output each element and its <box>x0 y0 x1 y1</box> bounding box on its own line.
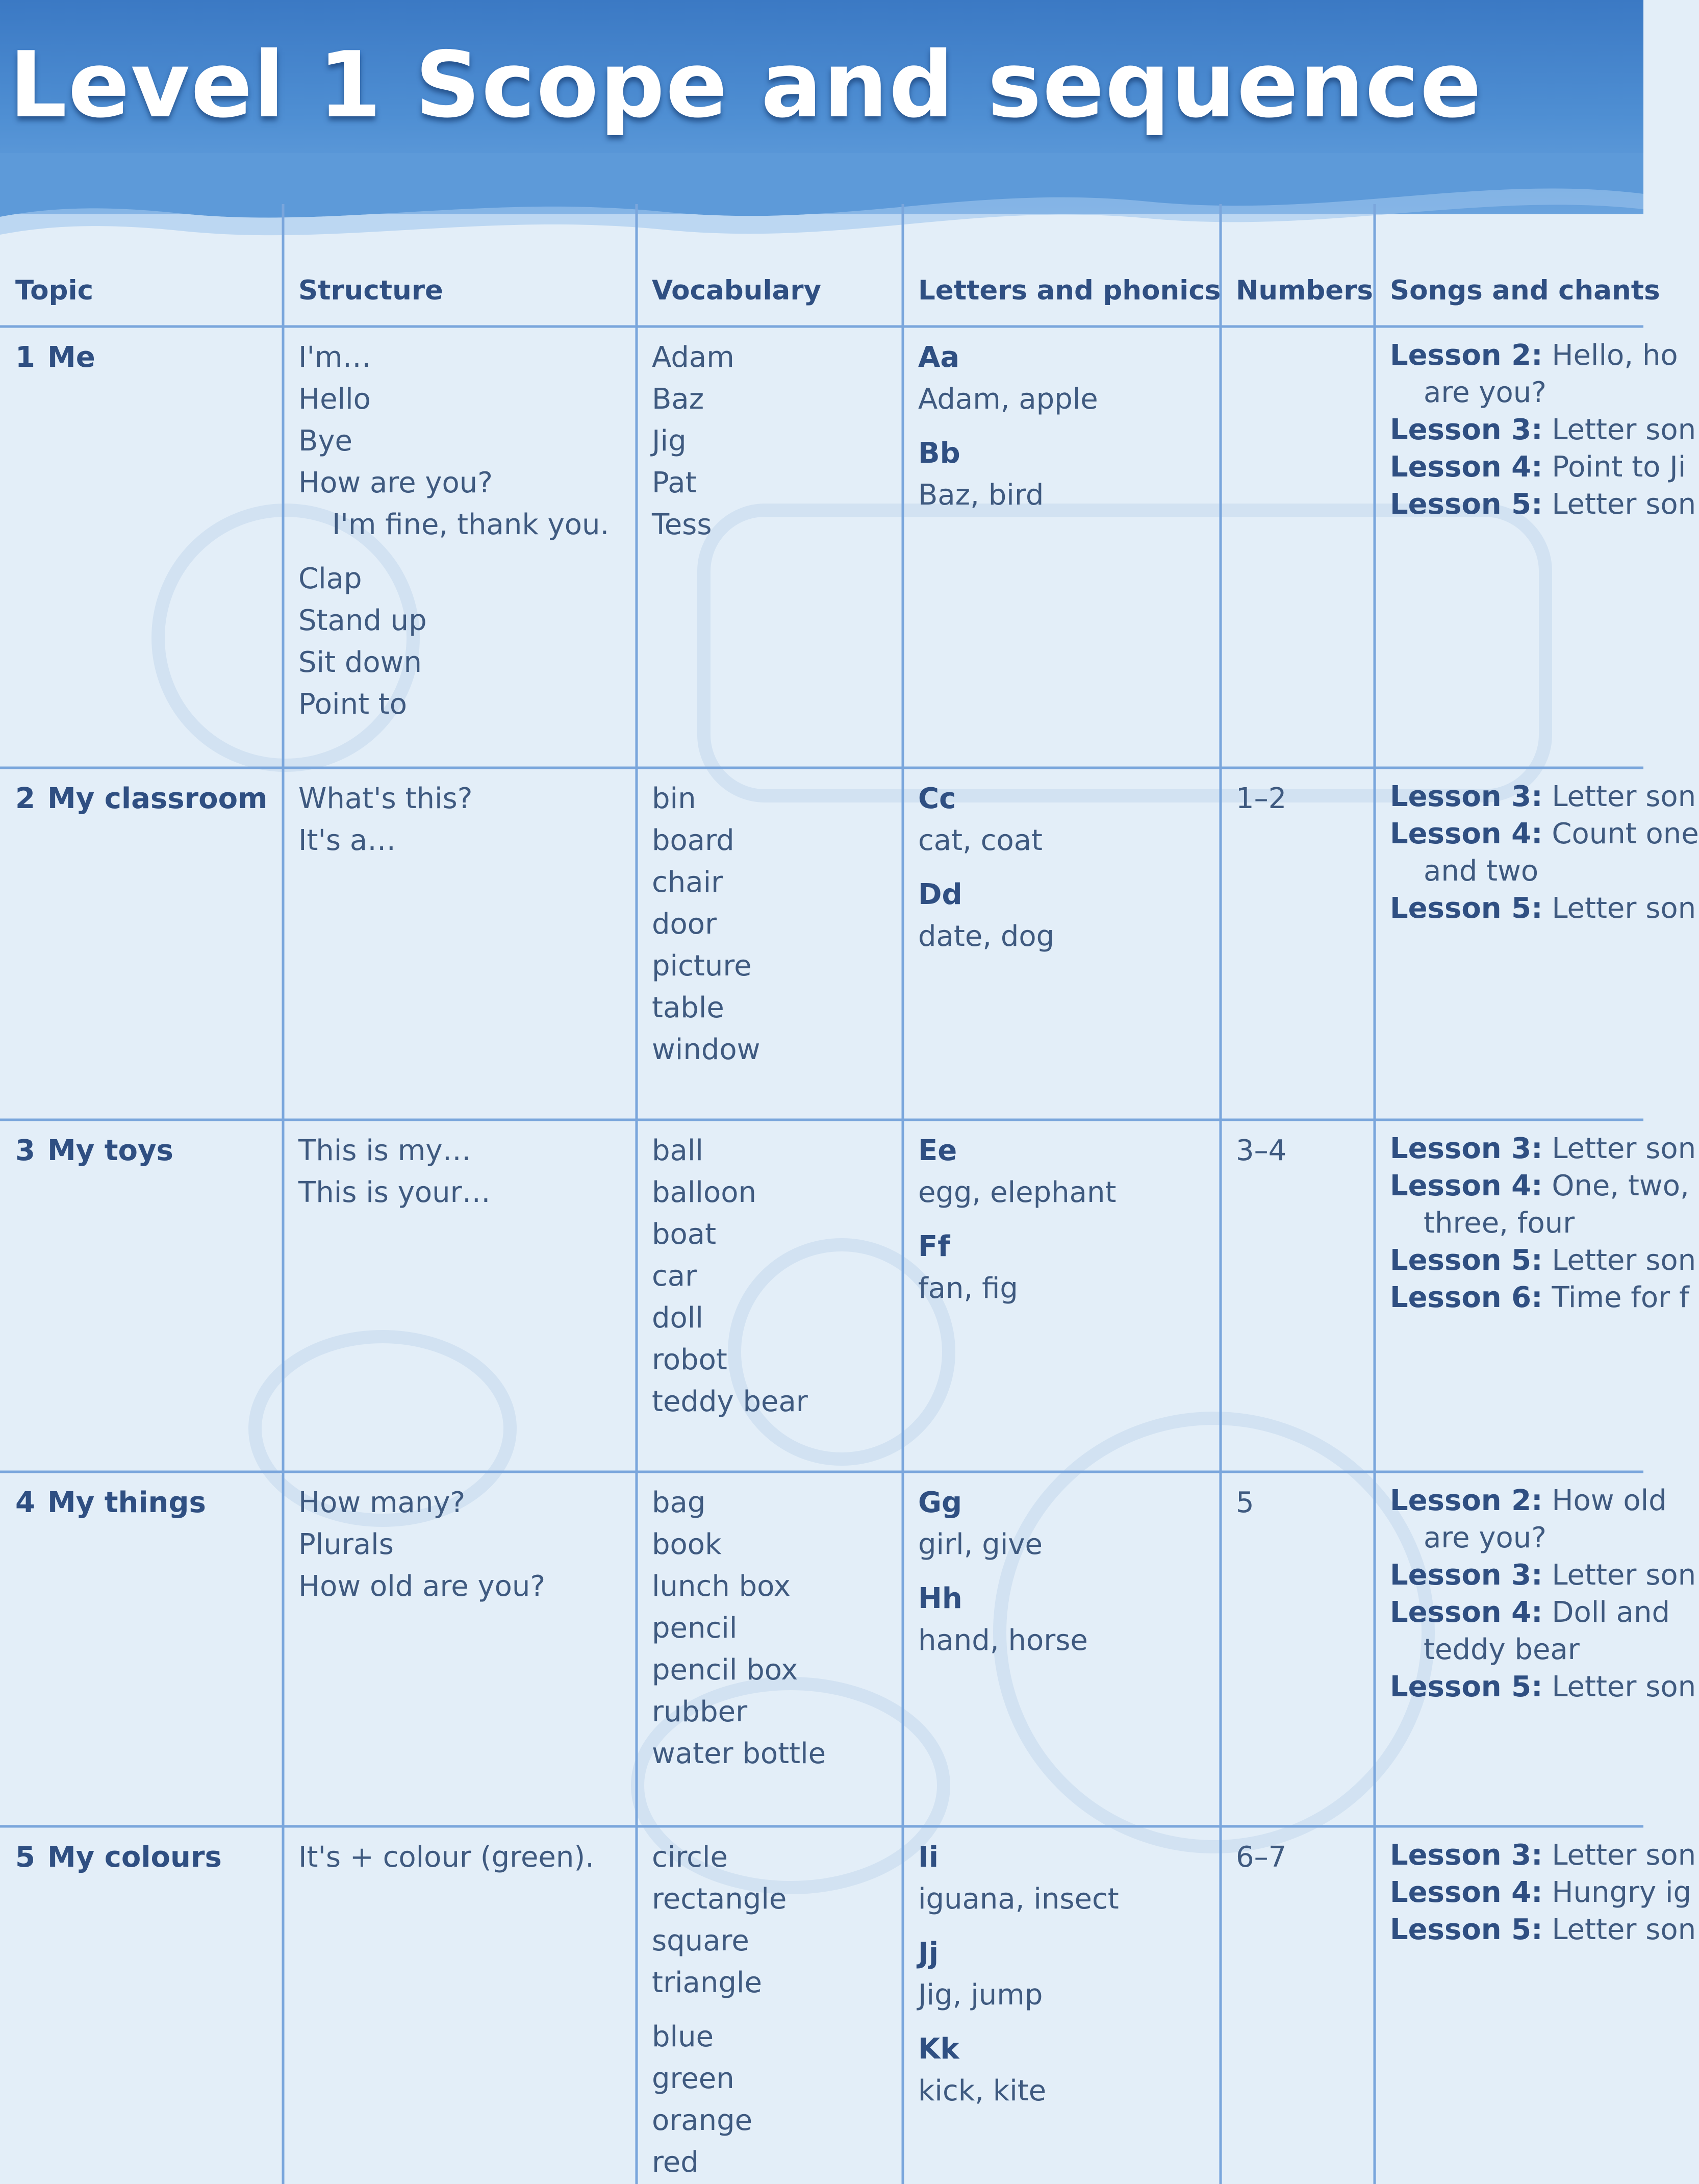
song-entry <box>1390 1911 1696 1948</box>
phonics-letter: Cc <box>918 782 956 815</box>
song-lesson-label: Lesson 3: <box>1390 1559 1543 1592</box>
song-entry <box>1390 1279 1689 1316</box>
vocabulary-cell <box>637 1120 903 1472</box>
song-entry <box>1390 1242 1696 1279</box>
song-title-continued: are you? <box>1424 1521 1546 1554</box>
structure-line: Hello <box>298 383 371 416</box>
song-entry <box>1390 1668 1696 1705</box>
vocabulary-item: teddy bear <box>652 1385 808 1418</box>
vocabulary-cell <box>637 1472 903 1826</box>
phonics-words: kick, kite <box>918 2074 1047 2107</box>
phonics-letter: Hh <box>918 1582 962 1615</box>
phonics-letter: Kk <box>918 2032 959 2066</box>
structure-line: How old are you? <box>298 1570 546 1603</box>
column-header-structure: Structure <box>298 275 443 306</box>
structure-line: How are you? <box>298 466 493 499</box>
vocabulary-item: window <box>652 1033 760 1066</box>
song-lesson-label: Lesson 3: <box>1390 1839 1543 1872</box>
phonics-letter: Gg <box>918 1486 962 1519</box>
phonics-words: iguana, insect <box>918 1882 1119 1916</box>
numbers-range: 1–2 <box>1236 782 1287 815</box>
column-header-topic: Topic <box>15 275 94 306</box>
numbers-range: 3–4 <box>1236 1134 1287 1167</box>
song-lesson-label: Lesson 4: <box>1390 450 1543 484</box>
vocabulary-item: doll <box>652 1301 703 1335</box>
vocabulary-item: blue <box>652 2020 714 2053</box>
topic-cell <box>0 768 283 1120</box>
vocabulary-item: car <box>652 1260 697 1293</box>
topic-name: My toys <box>47 1134 173 1167</box>
song-title: Count one <box>1552 817 1699 850</box>
vocabulary-item: ball <box>652 1134 703 1167</box>
song-title: How old <box>1552 1484 1667 1517</box>
vocabulary-item: Pat <box>652 466 697 499</box>
phonics-words: Jig, jump <box>918 1978 1043 2012</box>
song-lesson-label: Lesson 2: <box>1390 1484 1543 1517</box>
song-title: Letter son <box>1552 1559 1696 1592</box>
structure-line: I'm fine, thank you. <box>332 508 610 541</box>
songs-cell <box>1375 1472 1696 1826</box>
vocabulary-item: circle <box>652 1841 728 1874</box>
structure-line: I'm… <box>298 341 371 374</box>
song-title: Letter son <box>1552 413 1696 446</box>
song-title-continued: teddy bear <box>1424 1633 1580 1666</box>
structure-line: Clap <box>298 562 362 595</box>
vocabulary-item: square <box>652 1924 749 1957</box>
vocabulary-item: boat <box>652 1218 717 1251</box>
structure-cell <box>283 1472 637 1826</box>
song-title: Letter son <box>1552 1670 1696 1703</box>
song-lesson-label: Lesson 2: <box>1390 339 1543 372</box>
topic-cell <box>0 1826 283 2184</box>
song-title: Point to Ji <box>1552 450 1686 484</box>
topic-name: My things <box>47 1486 206 1519</box>
vocabulary-item: chair <box>652 866 723 899</box>
phonics-cell <box>903 1120 1221 1472</box>
structure-line: Sit down <box>298 646 422 679</box>
song-title: Letter son <box>1552 892 1696 925</box>
vocabulary-item: pencil box <box>652 1653 798 1687</box>
phonics-letter: Ii <box>918 1841 939 1874</box>
numbers-cell <box>1221 1826 1375 2184</box>
phonics-words: girl, give <box>918 1528 1043 1561</box>
vocabulary-item: triangle <box>652 1966 762 1999</box>
song-title-continued: three, four <box>1424 1207 1575 1240</box>
vocabulary-item: Tess <box>652 508 712 541</box>
column-header-vocabulary: Vocabulary <box>652 275 822 306</box>
vocabulary-item: balloon <box>652 1176 756 1209</box>
song-title: Letter son <box>1552 780 1696 813</box>
structure-line: Bye <box>298 424 353 458</box>
phonics-letter: Ee <box>918 1134 957 1167</box>
numbers-range: 5 <box>1236 1486 1254 1519</box>
song-entry <box>1390 486 1696 523</box>
topic-name: My classroom <box>47 782 268 815</box>
structure-line: It's a… <box>298 824 396 857</box>
phonics-words: cat, coat <box>918 824 1043 857</box>
song-entry <box>1390 1837 1696 1874</box>
vocabulary-item: lunch box <box>652 1570 791 1603</box>
vocabulary-item: table <box>652 991 724 1024</box>
song-entry <box>1390 1167 1689 1204</box>
vocabulary-item: green <box>652 2062 734 2095</box>
song-entry <box>1390 1130 1696 1167</box>
numbers-range: 6–7 <box>1236 1841 1287 1874</box>
column-header-numbers: Numbers <box>1236 275 1373 306</box>
topic-cell <box>0 327 283 768</box>
song-entry <box>1390 1594 1670 1631</box>
song-entry <box>1390 815 1699 852</box>
topic-cell <box>0 1120 283 1472</box>
column-header-letters-phonics: Letters and phonics <box>918 275 1221 306</box>
song-lesson-label: Lesson 3: <box>1390 780 1543 813</box>
song-entry <box>1390 411 1696 448</box>
phonics-letter: Aa <box>918 341 960 374</box>
structure-cell <box>283 1120 637 1472</box>
phonics-cell <box>903 327 1221 768</box>
phonics-cell <box>903 768 1221 1120</box>
song-title: Time for f <box>1552 1281 1689 1314</box>
vocabulary-item: Jig <box>652 424 687 458</box>
phonics-words: egg, elephant <box>918 1176 1117 1209</box>
songs-cell <box>1375 327 1696 768</box>
structure-line: This is your… <box>298 1176 491 1209</box>
song-title-continued: are you? <box>1424 376 1546 409</box>
structure-line: Point to <box>298 688 408 721</box>
vocabulary-item: red <box>652 2146 699 2179</box>
structure-line: This is my… <box>298 1134 471 1167</box>
topic-name: Me <box>47 341 95 374</box>
song-lesson-label: Lesson 5: <box>1390 1244 1543 1277</box>
song-lesson-label: Lesson 5: <box>1390 1913 1543 1946</box>
phonics-words: fan, fig <box>918 1272 1018 1305</box>
vocabulary-item: rubber <box>652 1695 748 1728</box>
numbers-cell <box>1221 1472 1375 1826</box>
vocabulary-item: orange <box>652 2104 753 2137</box>
song-title: Hungry ig <box>1552 1876 1692 1909</box>
phonics-words: Adam, apple <box>918 383 1098 416</box>
structure-cell <box>283 1826 637 2184</box>
song-lesson-label: Lesson 5: <box>1390 1670 1543 1703</box>
song-entry <box>1390 448 1686 486</box>
structure-line: How many? <box>298 1486 466 1519</box>
vocabulary-item: rectangle <box>652 1882 787 1916</box>
topic-number: 4 <box>15 1486 35 1519</box>
phonics-words: hand, horse <box>918 1624 1088 1657</box>
numbers-cell <box>1221 1120 1375 1472</box>
phonics-words: Baz, bird <box>918 479 1044 512</box>
vocabulary-cell <box>637 1826 903 2184</box>
topic-number: 3 <box>15 1134 35 1167</box>
topic-number: 2 <box>15 782 35 815</box>
numbers-cell <box>1221 768 1375 1120</box>
phonics-letter: Jj <box>918 1937 939 1970</box>
structure-line: Plurals <box>298 1528 394 1561</box>
song-lesson-label: Lesson 4: <box>1390 1169 1543 1202</box>
song-lesson-label: Lesson 4: <box>1390 1876 1543 1909</box>
vocabulary-item: picture <box>652 949 752 983</box>
song-lesson-label: Lesson 6: <box>1390 1281 1543 1314</box>
vocabulary-item: Baz <box>652 383 704 416</box>
topic-number: 1 <box>15 341 35 374</box>
vocabulary-item: robot <box>652 1343 727 1376</box>
vocabulary-item: bin <box>652 782 696 815</box>
vocabulary-cell <box>637 327 903 768</box>
structure-line: It's + colour (green). <box>298 1841 594 1874</box>
phonics-letter: Ff <box>918 1230 950 1263</box>
song-title: Letter son <box>1552 488 1696 521</box>
song-title: Hello, ho <box>1552 339 1678 372</box>
vocabulary-item: pencil <box>652 1612 738 1645</box>
numbers-cell <box>1221 327 1375 768</box>
song-lesson-label: Lesson 3: <box>1390 1132 1543 1165</box>
song-lesson-label: Lesson 4: <box>1390 817 1543 850</box>
song-entry <box>1390 1557 1696 1594</box>
page-title: Level 1 Scope and sequence <box>9 32 1483 138</box>
topic-cell <box>0 1472 283 1826</box>
phonics-cell <box>903 1826 1221 2184</box>
songs-cell <box>1375 1826 1696 2184</box>
structure-cell <box>283 768 637 1120</box>
vocabulary-item: bag <box>652 1486 706 1519</box>
phonics-cell <box>903 1472 1221 1826</box>
song-title: One, two, <box>1552 1169 1689 1202</box>
songs-cell <box>1375 1120 1696 1472</box>
song-title: Letter son <box>1552 1839 1696 1872</box>
phonics-letter: Bb <box>918 437 960 470</box>
vocabulary-cell <box>637 768 903 1120</box>
song-entry <box>1390 1482 1667 1519</box>
song-title: Letter son <box>1552 1132 1696 1165</box>
song-lesson-label: Lesson 5: <box>1390 892 1543 925</box>
song-title: Letter son <box>1552 1913 1696 1946</box>
song-lesson-label: Lesson 5: <box>1390 488 1543 521</box>
song-lesson-label: Lesson 3: <box>1390 413 1543 446</box>
song-entry <box>1390 337 1678 374</box>
vocabulary-item: board <box>652 824 734 857</box>
vocabulary-item: water bottle <box>652 1737 826 1770</box>
topic-name: My colours <box>47 1841 222 1874</box>
topic-number: 5 <box>15 1841 35 1874</box>
song-entry <box>1390 890 1696 927</box>
vocabulary-item: book <box>652 1528 722 1561</box>
song-title: Letter son <box>1552 1244 1696 1277</box>
vocabulary-item: Adam <box>652 341 734 374</box>
structure-line: What's this? <box>298 782 473 815</box>
song-title: Doll and <box>1552 1596 1670 1629</box>
column-header-songs-chants: Songs and chants <box>1390 275 1660 306</box>
song-entry <box>1390 778 1696 815</box>
vocabulary-item: door <box>652 908 717 941</box>
song-lesson-label: Lesson 4: <box>1390 1596 1543 1629</box>
song-title-continued: and two <box>1424 855 1539 888</box>
song-entry <box>1390 1874 1692 1911</box>
structure-cell <box>283 327 637 768</box>
phonics-words: date, dog <box>918 920 1055 953</box>
songs-cell <box>1375 768 1699 1120</box>
phonics-letter: Dd <box>918 878 962 911</box>
structure-line: Stand up <box>298 604 427 637</box>
